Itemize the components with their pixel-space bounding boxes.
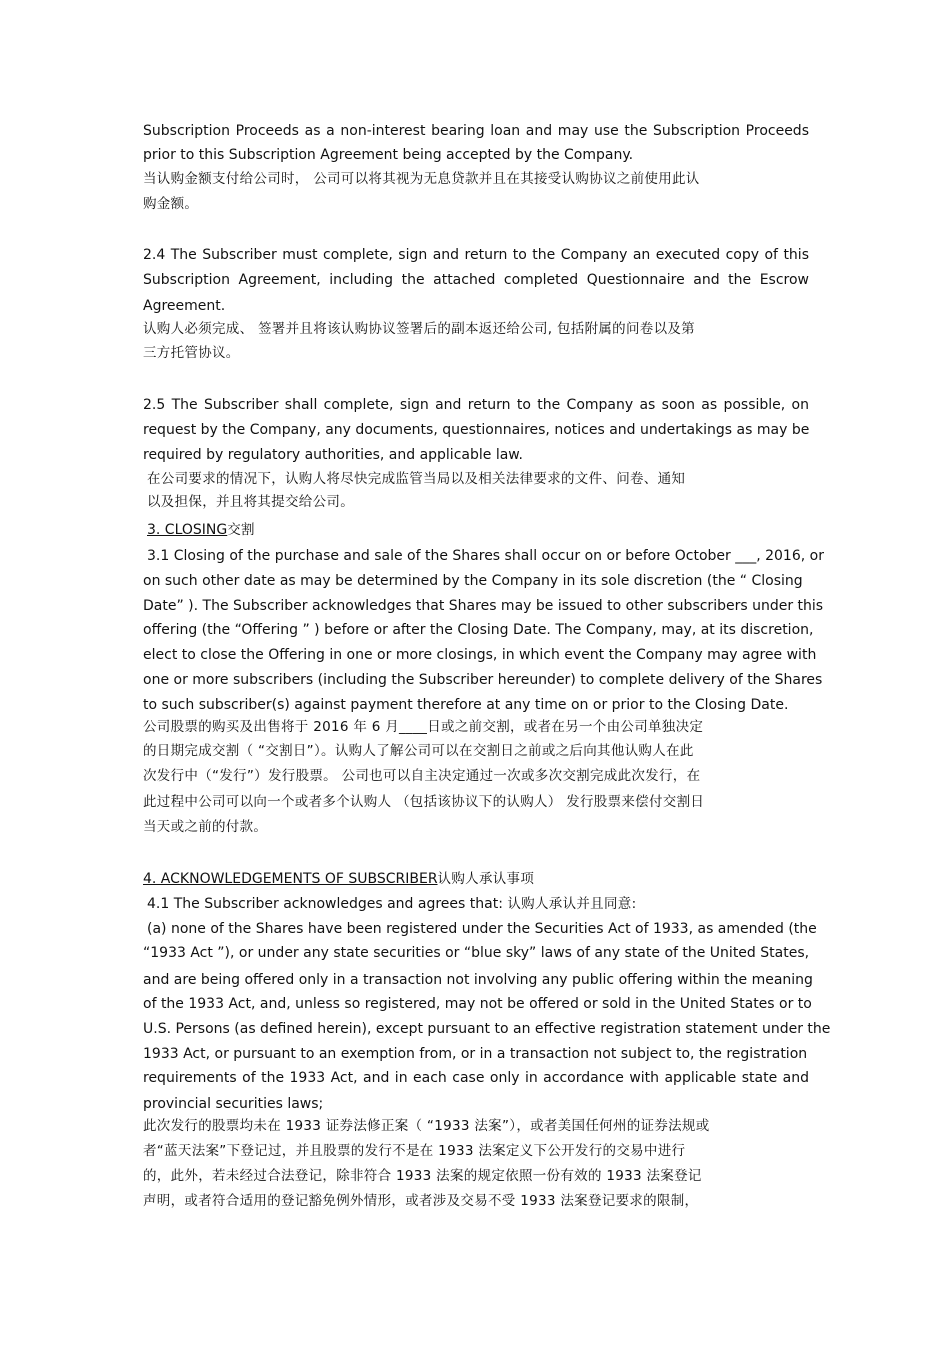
- section-heading-zh: 认购人承认事项: [437, 871, 535, 887]
- paragraph-line: of the 1933 Act, and, unless so registered, may not be offered or sold in the United States or to: [143, 996, 812, 1012]
- paragraph-line: and are being offered only in a transaction not involving any public offering within the meaning: [143, 972, 813, 988]
- paragraph-line: on such other date as may be determined by the Company in its sole discretion (the “ Closing: [143, 573, 803, 589]
- paragraph-line-zh: 者“蓝天法案”下登记过，并且股票的发行不是在 1933 法案定义下公开发行的交易中进行: [143, 1143, 686, 1159]
- paragraph-line: requirements of the 1933 Act, and in each case only in accordance with applicable state and: [143, 1070, 809, 1086]
- paragraph-line-zh: 的日期完成交割（ “交割日”）。认购人了解公司可以在交割日之前或之后向其他认购人在此: [143, 743, 694, 759]
- paragraph-line-zh: 三方托管协议。: [143, 345, 240, 361]
- paragraph-line: 1933 Act, or pursuant to an exemption from, or in a transaction not subject to, the registration: [143, 1046, 808, 1062]
- paragraph-line: required by regulatory authorities, and applicable law.: [143, 447, 523, 463]
- paragraph-line-zh: 此次发行的股票均未在 1933 证券法修正案（ “1933 法案”），或者美国任何州的证券法规或: [143, 1118, 710, 1134]
- paragraph-line-zh: 声明，或者符合适用的登记豁免例外情形，或者涉及交易不受 1933 法案登记要求的限制，: [143, 1193, 699, 1209]
- section-heading-en: 3. CLOSING: [147, 522, 228, 538]
- paragraph-line: 2.4 The Subscriber must complete, sign and return to the Company an executed copy of this: [143, 247, 809, 263]
- paragraph-line: U.S. Persons (as defined herein), except pursuant to an effective registration statement under the: [143, 1021, 831, 1037]
- paragraph-line-zh: 在公司要求的情况下，认购人将尽快完成监管当局以及相关法律要求的文件、问卷、通知: [147, 471, 686, 487]
- section-heading-en: 4. ACKNOWLEDGEMENTS OF SUBSCRIBER: [143, 871, 438, 887]
- paragraph-line: one or more subscribers (including the Subscriber hereunder) to complete delivery of the Shares: [143, 672, 823, 688]
- paragraph-line-zh: 此过程中公司可以向一个或者多个认购人 （包括该协议下的认购人） 发行股票来偿付交割日: [143, 794, 705, 810]
- paragraph-line-zh: 公司股票的购买及出售将于 2016 年 6 月____日或之前交割，或者在另一个由公司单独决定: [143, 719, 704, 735]
- paragraph-line: [147, 896, 813, 913]
- paragraph-line-zh: 当认购金额支付给公司时， 公司可以将其视为无息贷款并且在其接受认购协议之前使用此认: [143, 171, 700, 187]
- paragraph-line: Date” ). The Subscriber acknowledges that Shares may be issued to other subscribers under this: [143, 598, 824, 614]
- paragraph-line-zh: 次发行中（“发行”）发行股票。 公司也可以自主决定通过一次或多次交割完成此次发行，在: [143, 768, 701, 784]
- paragraph-line: “1933 Act ”), or under any state securities or “blue sky” laws of any state of the United States,: [143, 945, 810, 961]
- paragraph-line-zh: 当天或之前的付款。: [143, 819, 268, 835]
- section-heading-zh: 交割: [227, 522, 255, 538]
- paragraph-line: Subscription Agreement, including the attached completed Questionnaire and the Escrow: [143, 272, 809, 288]
- paragraph-line: Subscription Proceeds as a non-interest bearing loan and may use the Subscription Proceeds: [143, 123, 809, 139]
- paragraph-line: to such subscriber(s) against payment therefore at any time on or prior to the Closing Date.: [143, 697, 789, 713]
- paragraph-line: 3.1 Closing of the purchase and sale of the Shares shall occur on or before October ___, 2016, or: [147, 548, 824, 564]
- paragraph-line-zh: 以及担保，并且将其提交给公司。: [147, 494, 354, 510]
- paragraph-line-zh: 认购人必须完成、 签署并且将该认购协议签署后的副本返还给公司, 包括附属的问卷以及第: [143, 321, 695, 337]
- paragraph-line-zh: 购金额。: [143, 196, 199, 212]
- paragraph-text-en: 4.1 The Subscriber acknowledges and agrees that:: [147, 896, 503, 912]
- paragraph-line: 2.5 The Subscriber shall complete, sign and return to the Company as soon as possible, on: [143, 397, 809, 413]
- paragraph-line: (a) none of the Shares have been registered under the Securities Act of 1933, as amended (the: [147, 921, 817, 937]
- paragraph-text-zh: 认购人承认并且同意:: [507, 896, 637, 912]
- paragraph-line: prior to this Subscription Agreement being accepted by the Company.: [143, 147, 634, 163]
- paragraph-line: Agreement.: [143, 298, 226, 314]
- paragraph-line: offering (the “Offering ” ) before or after the Closing Date. The Company, may, at its discretion,: [143, 622, 814, 638]
- paragraph-line: provincial securities laws;: [143, 1096, 324, 1112]
- paragraph-line: request by the Company, any documents, questionnaires, notices and undertakings as may be: [143, 422, 810, 438]
- section-heading: [147, 522, 813, 539]
- paragraph-line-zh: 的，此外，若未经过合法登记，除非符合 1933 法案的规定依照一份有效的 1933 法案登记: [143, 1168, 702, 1184]
- paragraph-line: elect to close the Offering in one or more closings, in which event the Company may agree with: [143, 647, 817, 663]
- section-heading: [143, 871, 809, 888]
